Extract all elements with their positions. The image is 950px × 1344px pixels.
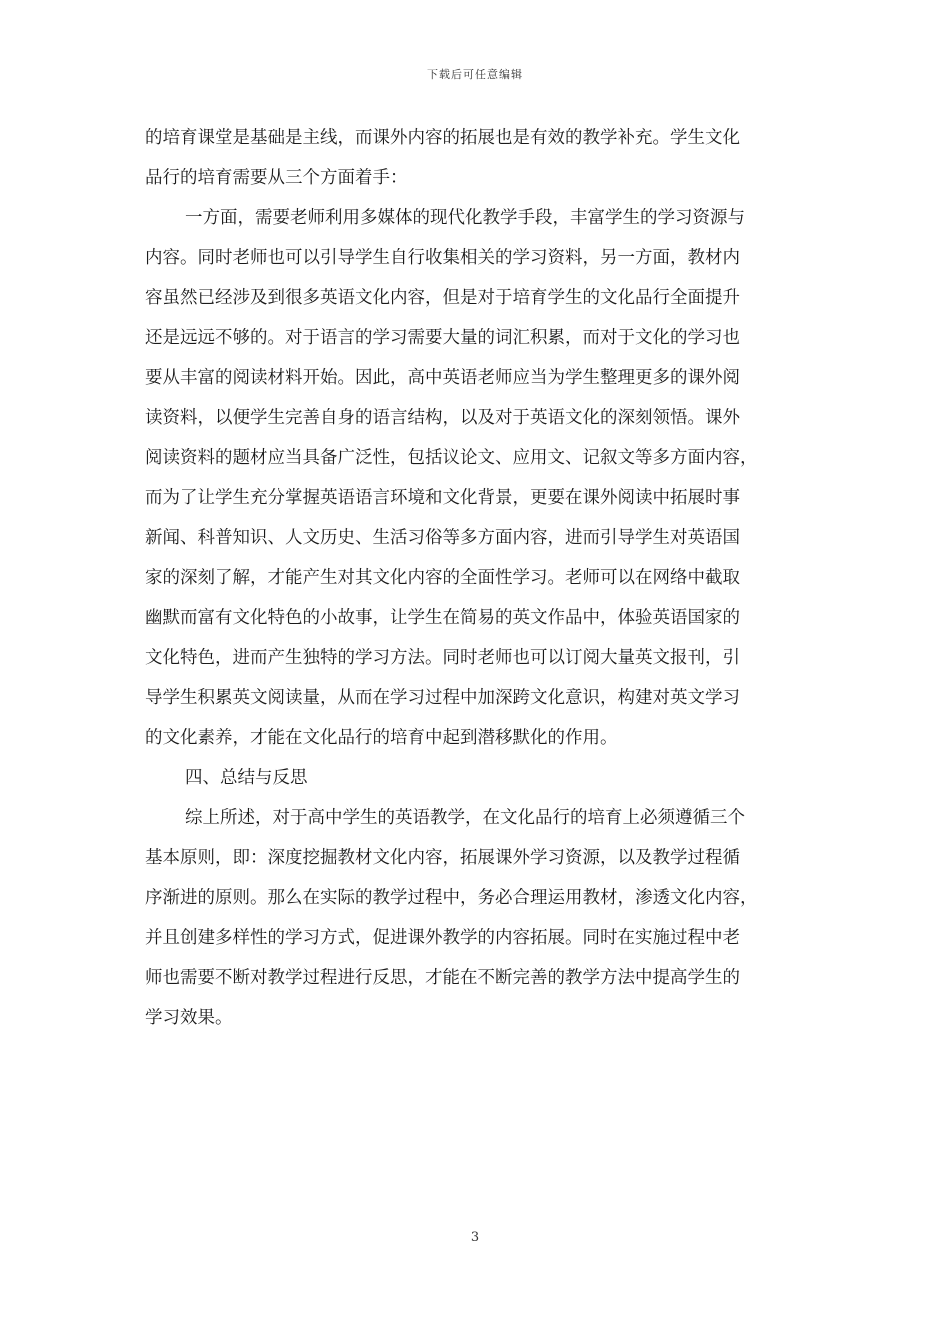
text-line: 基本原则，即：深度挖掘教材文化内容，拓展课外学习资源，以及教学过程循 [145,848,740,868]
text-line: 家的深刻了解，才能产生对其文化内容的全面性学习。老师可以在网络中截取 [145,568,740,588]
text-line: 还是远远不够的。对于语言的学习需要大量的词汇积累，而对于文化的学习也 [145,328,740,348]
section-heading: 四、总结与反思 [185,768,308,788]
text-line: 导学生积累英文阅读量，从而在学习过程中加深跨文化意识，构建对英文学习 [145,688,740,708]
text-line: 新闻、科普知识、人文历史、生活习俗等多方面内容，进而引导学生对英语国 [145,528,740,548]
text-line: 要从丰富的阅读材料开始。因此，高中英语老师应当为学生整理更多的课外阅 [145,368,740,388]
paragraph-start-line: 综上所述，对于高中学生的英语教学，在文化品行的培育上必须遵循三个 [185,808,745,828]
text-line: 容虽然已经涉及到很多英语文化内容，但是对于培育学生的文化品行全面提升 [145,288,740,308]
text-line: 而为了让学生充分掌握英语语言环境和文化背景，更要在课外阅读中拓展时事 [145,488,740,508]
text-line: 序渐进的原则。那么在实际的教学过程中，务必合理运用教材，渗透文化内容， [145,888,758,908]
text-line: 读资料，以便学生完善自身的语言结构，以及对于英语文化的深刻领悟。课外 [145,408,740,428]
text-line: 并且创建多样性的学习方式，促进课外教学的内容拓展。同时在实施过程中老 [145,928,740,948]
text-line: 文化特色，进而产生独特的学习方法。同时老师也可以订阅大量英文报刊，引 [145,648,740,668]
page-header: 下载后可任意编辑 [427,68,523,81]
text-line: 品行的培育需要从三个方面着手： [145,168,408,188]
text-line: 的文化素养，才能在文化品行的培育中起到潜移默化的作用。 [145,728,618,748]
page-number: 3 [470,1230,480,1245]
document-body [145,118,817,1038]
text-line: 幽默而富有文化特色的小故事，让学生在简易的英文作品中，体验英语国家的 [145,608,740,628]
text-line: 学习效果。 [145,1008,233,1028]
text-line: 师也需要不断对教学过程进行反思，才能在不断完善的教学方法中提高学生的 [145,968,740,988]
text-line: 内容。同时老师也可以引导学生自行收集相关的学习资料，另一方面，教材内 [145,248,740,268]
text-line: 的培育课堂是基础是主线，而课外内容的拓展也是有效的教学补充。学生文化 [145,128,740,148]
paragraph-start-line: 一方面，需要老师利用多媒体的现代化教学手段，丰富学生的学习资源与 [185,208,745,228]
text-line: 阅读资料的题材应当具备广泛性，包括议论文、应用文、记叙文等多方面内容， [145,448,758,468]
